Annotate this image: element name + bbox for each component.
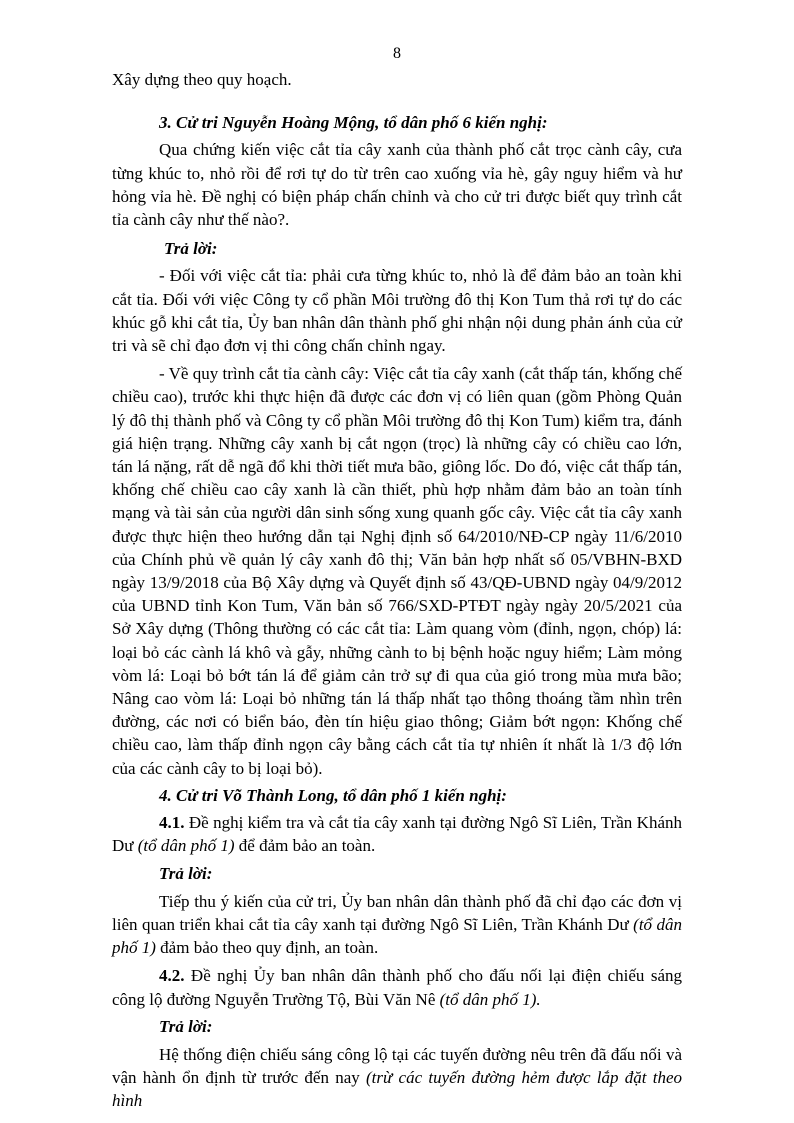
section-3-answer-label: Trả lời: [164,239,218,259]
section-4-2-answer-text: Hệ thống điện chiếu sáng công lộ tại các tuyến đường nêu trên đã đấu nối và vận hành ổn định từ trước đến nay [112,1044,682,1088]
section-4-2-emphasis: (tổ dân phố 1). [439,989,541,1009]
document-body [112,68,682,1113]
section-4-1-petition [112,811,682,857]
section-4-2-answer-label: Trả lời: [159,1016,213,1036]
section-3-petition: Qua chứng kiến việc cắt tỉa cây xanh của thành phố cắt trọc cành cây, cưa từng khúc to, nhỏ rồi để rơi tự do từ trên cao xuống vỉa hè, gây nguy hiểm và hư hỏng vỉa hè. Đề nghị có biện pháp chấn chỉnh và cho cử tri được biết quy trình cắt tỉa cành cây như thế nào?. [112,140,682,230]
section-3-heading: 3. Cử tri Nguyễn Hoàng Mộng, tổ dân phố 6 kiến nghị: [159,113,548,133]
section-4-1-emphasis: (tổ dân phố 1) [137,836,235,856]
section-4-1-text: Đề nghị kiểm tra và cắt tỉa cây xanh tại đường Ngô Sĩ Liên, Trần Khánh Dư [112,813,682,856]
section-4-1-answer-text: Tiếp thu ý kiến của cử tri, Ủy ban nhân dân thành phố đã chỉ đạo các đơn vị liên quan triển khai cắt tỉa cây xanh tại đường Ngô Sĩ Liên, Trần Khánh Dư [112,891,682,934]
section-4-1-answer [112,890,682,960]
section-4-1-number: 4.1. [159,813,185,833]
section-4-2-text: Đề nghị Ủy ban nhân dân thành phố cho đấu nối lại điện chiếu sáng công lộ đường Nguyễn Trường Tộ, Bùi Văn Nê [112,966,682,1009]
section-4-2-answer [112,1043,682,1113]
section-4-1-end: để đảm bảo an toàn. [234,836,376,856]
section-4-2-petition [112,964,682,1010]
section-4-2-number: 4.2. [159,966,185,986]
page-number: 8 [393,45,401,62]
section-4-1-answer-end: đảm bảo theo quy định, an toàn. [155,938,379,958]
section-4-2-answer-emphasis: (trừ các tuyến đường hẻm được lắp đặt theo hình [112,1068,682,1111]
intro-line: Xây dựng theo quy hoạch. [112,70,292,89]
section-3-answer-2: - Về quy trình cắt tỉa cành cây: Việc cắt tỉa cây xanh (cắt thấp tán, khống chế chiều cao), trước khi thực hiện đã được các đơn vị có liên quan (gồm Phòng Quản lý đô thị thành phố và Công ty cổ phần Môi trường đô thị Kon Tum) kiểm tra, đánh giá hiện trạng. Những cây xanh bị cắt ngọn (trọc) là những cây có chiều cao lớn, tán lá nặng, rất dễ ngã đổ khi thời tiết mưa bão, giông lốc. Do đó, việc cắt thấp tán, khống chế chiều cao cây xanh là cần thiết, phù hợp nhằm đảm bảo an toàn tính mạng và tài sản của người dân sinh sống xung quanh gốc cây. Việc cắt tỉa cây xanh được thực hiện theo hướng dẫn tại Nghị định số 64/2010/NĐ-CP ngày 11/6/2010 của Chính phủ về quản lý cây xanh đô thị; Văn bản hợp nhất số 05/VBHN-BXD ngày 13/9/2018 của Bộ Xây dựng và Quyết định số 43/QĐ-UBND ngày 04/9/2012 của UBND tỉnh Kon Tum, Văn bản số 766/SXD-PTĐT ngày ngày 20/5/2021 của Sở Xây dựng (Thông thường có các cắt tỉa: Làm quang vòm (đỉnh, ngọn, chóp) lá: loại bỏ các cành lá khô và gẫy, những cành to bị bệnh hoặc nguy hiểm; Làm mỏng vòm lá: Loại bỏ bớt tán lá để giảm cản trở sự đi qua của gió trong mùa mưa bão; Nâng cao vòm lá: Loại bỏ những tán lá thấp nhất tạo thông thoáng tầm nhìn trên đường, các nơi có biển báo, đèn tín hiệu giao thông; Giảm bớt ngọn: Khống chế chiều cao, làm thấp đỉnh ngọn cây bằng cách cắt tỉa tự nhiên ít nhất là 1/3 độ lớn của các cành cây to bị loại bỏ). [112,364,682,778]
section-3-answer-1: - Đối với việc cắt tỉa: phải cưa từng khúc to, nhỏ là để đảm bảo an toàn khi cắt tỉa. Đối với việc Công ty cổ phần Môi trường đô thị Kon Tum thả rơi tự do các khúc gỗ khi cắt tỉa, Ủy ban nhân dân thành phố ghi nhận nội dung phản ánh của cử tri và sẽ chỉ đạo đơn vị thi công chấn chỉnh ngay. [112,266,682,356]
section-4-1-answer-emphasis: (tổ dân phố 1) [112,914,683,958]
section-4-1-answer-label: Trả lời: [159,863,213,883]
section-4-heading: 4. Cử tri Võ Thành Long, tổ dân phố 1 kiến nghị: [159,785,507,805]
